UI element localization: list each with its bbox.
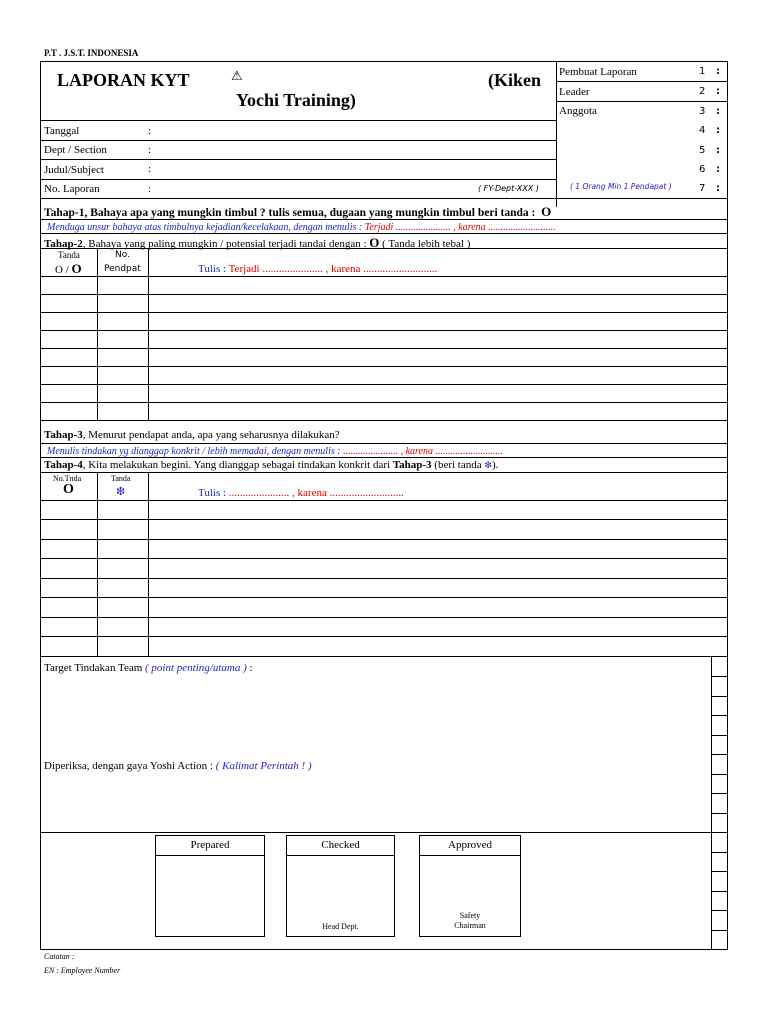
report-title: LAPORAN KYT	[57, 70, 190, 90]
judul-colon: :	[148, 163, 152, 175]
num-7: 7	[699, 183, 706, 194]
catatan-label: Catatan :	[44, 952, 75, 961]
report-title-line2: Yochi Training)	[236, 90, 356, 110]
report-title-right: (Kiken	[488, 70, 542, 90]
num-3: 3	[699, 106, 706, 117]
target-label: Target Tindakan Team ( point penting/utama ) :	[44, 662, 253, 674]
company-name: P.T . J.S.T. INDONESIA	[44, 48, 139, 58]
fy-format: ( FY-Dept-XXX )	[478, 184, 539, 193]
colon-7: :	[716, 183, 720, 194]
num-2: 2	[699, 86, 706, 97]
tanggal-colon: :	[148, 125, 152, 137]
colon-2: :	[716, 86, 720, 97]
tahap2-col1-top: Tanda	[58, 250, 80, 260]
judul-label: Judul/Subject	[44, 164, 104, 176]
prepared-label: Prepared	[190, 839, 230, 851]
warning-icon: ⚠	[231, 68, 243, 83]
tahap4-asterisk-icon: ❇	[484, 460, 492, 470]
num-1: 1	[699, 66, 706, 77]
tahap4-col1-bottom: O	[63, 482, 74, 497]
pembuat-label: Pembuat Laporan	[559, 66, 637, 78]
head-dept-label: Head Dept.	[322, 922, 359, 931]
num-6: 6	[699, 164, 706, 175]
no-laporan-label: No. Laporan	[44, 183, 100, 195]
tahap4-asterisk-mark-icon: ❇	[116, 486, 126, 498]
tahap2-heading: Tahap-2, Bahaya yang paling mungkin / potensial terjadi tandai dengan : O ( Tanda lebih tebal )	[44, 235, 471, 250]
tahap2-col1-bottom: O / O	[55, 261, 82, 276]
colon-6: :	[716, 164, 720, 175]
colon-5: :	[716, 145, 720, 156]
checked-label: Checked	[321, 839, 360, 851]
num-5: 5	[699, 145, 706, 156]
tahap3-heading: Tahap-3, Menurut pendapat anda, apa yang seharusnya dilakukan?	[44, 429, 340, 441]
tahap3-instruction: Menulis tindakan yg dianggap konkrit / lebih memadai, dengan menulis : ...................... , karena ...........................	[47, 446, 503, 457]
dept-label: Dept / Section	[44, 144, 107, 156]
en-note: EN : Employee Number	[44, 966, 121, 975]
anggota-label: Anggota	[559, 105, 597, 117]
anggota-hint: ( 1 Orang Min 1 Pendapat )	[570, 182, 672, 191]
tahap2-col2-top: No.	[115, 250, 130, 260]
colon-4: :	[716, 125, 720, 136]
leader-label: Leader	[559, 86, 590, 98]
tahap1-heading: Tahap-1, Bahaya apa yang mungkin timbul ? tulis semua, dugaan yang mungkin timbul beri tanda : O	[44, 204, 552, 219]
tahap2-tulis: Tulis : Terjadi ...................... , karena ...........................	[198, 263, 438, 275]
tahap1-instruction: Menduga unsur bahaya atas timbulnya kejadian/kecelakaan, dengan menulis : Terjadi ...................... , karena ...........................	[47, 222, 556, 233]
safety-chairman-label: Safety Chairman	[454, 911, 486, 930]
dept-colon: :	[148, 144, 152, 156]
num-4: 4	[699, 125, 706, 136]
colon-1: :	[716, 66, 720, 77]
colon-3: :	[716, 106, 720, 117]
tahap4-col2-top: Tanda	[111, 474, 131, 483]
tanggal-label: Tanggal	[44, 125, 80, 137]
tahap4-col1-top: No.Tnda	[53, 474, 82, 483]
tahap4-heading: Tahap-4, Kita melakukan begini. Yang dianggap sebagai tindakan konkrit dari Tahap-3 (beri tanda ❇).	[44, 459, 499, 471]
diperiksa-label: Diperiksa, dengan gaya Yoshi Action : ( Kalimat Perintah ! )	[44, 760, 312, 772]
tahap4-tulis: Tulis : ...................... , karena ...........................	[198, 487, 404, 499]
approved-label: Approved	[448, 839, 492, 851]
tahap2-col2-bottom: Pendpat	[104, 264, 141, 274]
no-laporan-colon: :	[148, 183, 152, 195]
